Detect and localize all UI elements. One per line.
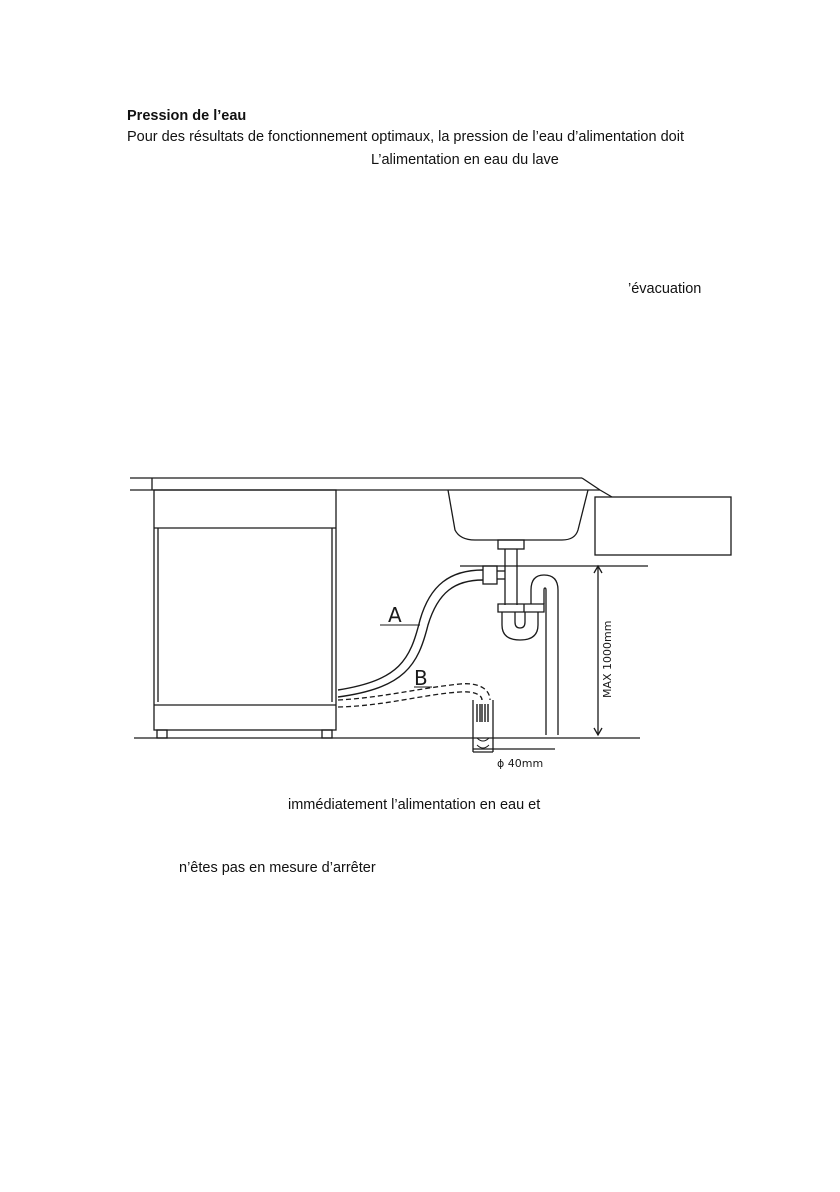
paragraph-line-1: Pour des résultats de fonctionnement optimaux, la pression de l’eau d’alimentation doit [127,129,684,145]
dishwasher-foot-right [322,730,332,738]
dishwasher-body [154,490,336,730]
hose-a-label: A [388,603,402,627]
drain-hose-a [338,570,483,690]
sink-callout-box [595,497,731,555]
section-heading: Pression de l’eau [127,108,247,124]
paragraph-line-5: n’êtes pas en mesure d’arrêter [179,860,376,876]
pipe-diameter-label: ϕ 40mm [497,757,544,770]
paragraph-line-2: L’alimentation en eau du lave [371,152,559,168]
paragraph-line-4: immédiatement l’alimentation en eau et [288,797,541,813]
hose-b-label: B [414,666,428,690]
paragraph-line-3: ’évacuation [628,281,702,297]
siphon-trap [498,580,544,640]
max-height-label: MAX 1000mm [601,620,614,698]
sink-basin [448,490,588,540]
dishwasher-foot-left [157,730,167,738]
